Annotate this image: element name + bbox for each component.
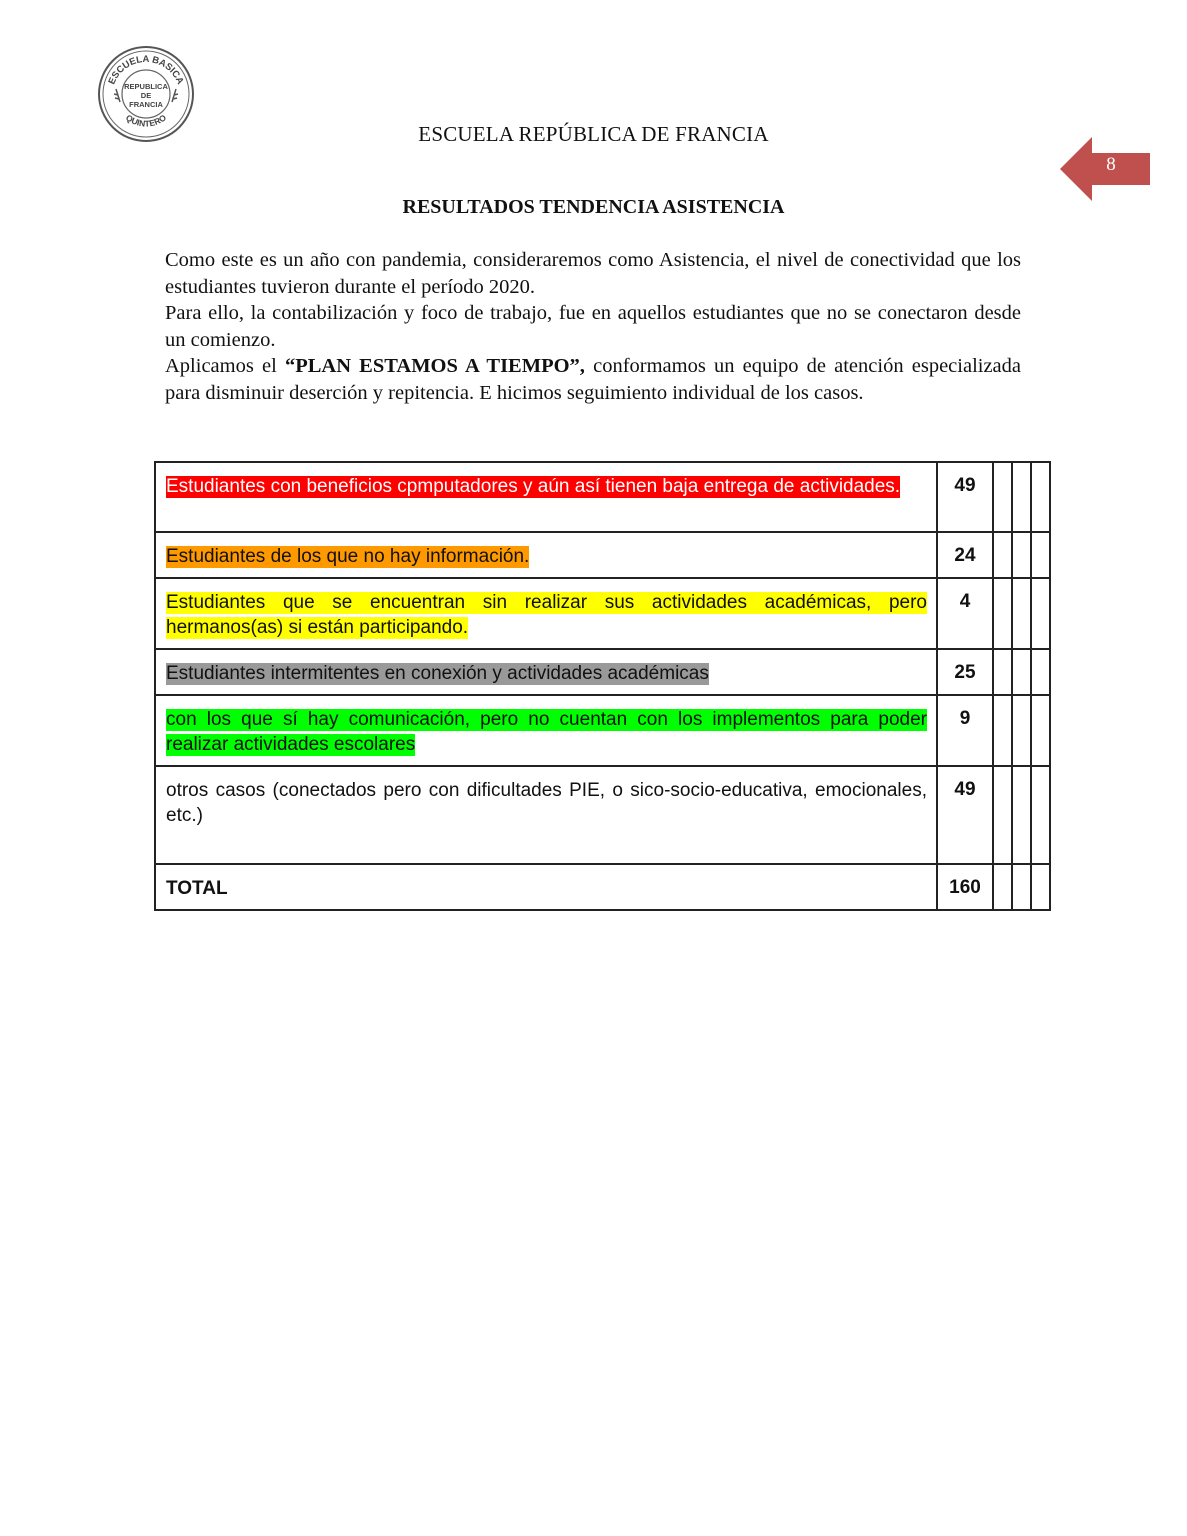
empty-cell bbox=[1031, 766, 1050, 864]
row-description-cell bbox=[155, 766, 937, 864]
total-value: 160 bbox=[937, 864, 993, 910]
svg-text:ESCUELA BASICA: ESCUELA BASICA bbox=[106, 53, 186, 87]
svg-text:QUINTERO: QUINTERO bbox=[124, 112, 168, 129]
svg-text:REPUBLICA: REPUBLICA bbox=[124, 82, 168, 91]
empty-cell bbox=[993, 864, 1012, 910]
svg-text:DE: DE bbox=[140, 91, 152, 100]
empty-cell bbox=[1031, 695, 1050, 766]
row-label: Estudiantes de los que no hay información. bbox=[166, 546, 530, 567]
empty-cell bbox=[1012, 649, 1031, 695]
empty-cell bbox=[1012, 864, 1031, 910]
empty-cell bbox=[993, 532, 1012, 578]
empty-cell bbox=[1031, 462, 1050, 532]
total-row bbox=[155, 864, 1050, 910]
paragraph-2: Para ello, la contabilización y foco de trabajo, fue en aquellos estudiantes que no se conectaron desde un comienzo. bbox=[165, 302, 1021, 351]
empty-cell bbox=[1012, 766, 1031, 864]
row-label: con los que sí hay comunicación, pero no cuentan con los implementos para poder realizar actividades escolares bbox=[166, 709, 927, 755]
page-number: 8 bbox=[1106, 154, 1116, 175]
table-row bbox=[155, 578, 1050, 649]
empty-cell bbox=[993, 766, 1012, 864]
row-description-cell bbox=[155, 462, 937, 532]
empty-cell bbox=[1031, 864, 1050, 910]
row-value: 49 bbox=[937, 462, 993, 532]
table-row bbox=[155, 695, 1050, 766]
empty-cell bbox=[993, 462, 1012, 532]
empty-cell bbox=[1012, 695, 1031, 766]
plan-name: “PLAN ESTAMOS A TIEMPO”, bbox=[284, 355, 585, 377]
table-row bbox=[155, 649, 1050, 695]
row-label: Estudiantes que se encuentran sin realizar sus actividades académicas, pero hermanos(as) si están participando. bbox=[166, 592, 927, 638]
row-description-cell bbox=[155, 695, 937, 766]
empty-cell bbox=[1012, 462, 1031, 532]
table-row bbox=[155, 532, 1050, 578]
empty-cell bbox=[993, 649, 1012, 695]
table-row bbox=[155, 766, 1050, 864]
empty-cell bbox=[1031, 578, 1050, 649]
row-value: 4 bbox=[937, 578, 993, 649]
row-label: Estudiantes intermitentes en conexión y actividades académicas bbox=[166, 663, 709, 684]
section-title: RESULTADOS TENDENCIA ASISTENCIA bbox=[402, 196, 785, 218]
row-description-cell bbox=[155, 578, 937, 649]
row-value: 49 bbox=[937, 766, 993, 864]
row-label: otros casos (conectados pero con dificultades PIE, o sico-socio-educativa, emocionales, etc.) bbox=[166, 780, 927, 826]
empty-cell bbox=[993, 578, 1012, 649]
intro-text bbox=[165, 247, 1021, 406]
row-description-cell bbox=[155, 532, 937, 578]
row-value: 25 bbox=[937, 649, 993, 695]
row-description-cell bbox=[155, 649, 937, 695]
total-label: TOTAL bbox=[155, 864, 937, 910]
table-row bbox=[155, 462, 1050, 532]
school-name-header: ESCUELA REPÚBLICA DE FRANCIA bbox=[418, 122, 769, 146]
svg-text:FRANCIA: FRANCIA bbox=[129, 100, 163, 109]
attendance-results-table bbox=[154, 461, 1051, 911]
paragraph-3 bbox=[165, 353, 1021, 406]
paragraph-3-prefix: Aplicamos el bbox=[165, 355, 285, 377]
row-label: Estudiantes con beneficios cpmputadores y aún así tienen baja entrega de actividades. bbox=[166, 476, 901, 497]
paragraph-3-suffix: conformamos un equipo de atención especializada para disminuir deserción y repitencia. E hicimos seguimiento individual de los casos. bbox=[165, 355, 1022, 404]
empty-cell bbox=[1031, 532, 1050, 578]
row-value: 9 bbox=[937, 695, 993, 766]
empty-cell bbox=[1031, 649, 1050, 695]
table-body bbox=[155, 462, 1050, 910]
empty-cell bbox=[1012, 532, 1031, 578]
empty-cell bbox=[993, 695, 1012, 766]
row-value: 24 bbox=[937, 532, 993, 578]
paragraph-1: Como este es un año con pandemia, consideraremos como Asistencia, el nivel de conectividad que los estudiantes tuvieron durante el período 2020. bbox=[165, 249, 1021, 298]
empty-cell bbox=[1012, 578, 1031, 649]
